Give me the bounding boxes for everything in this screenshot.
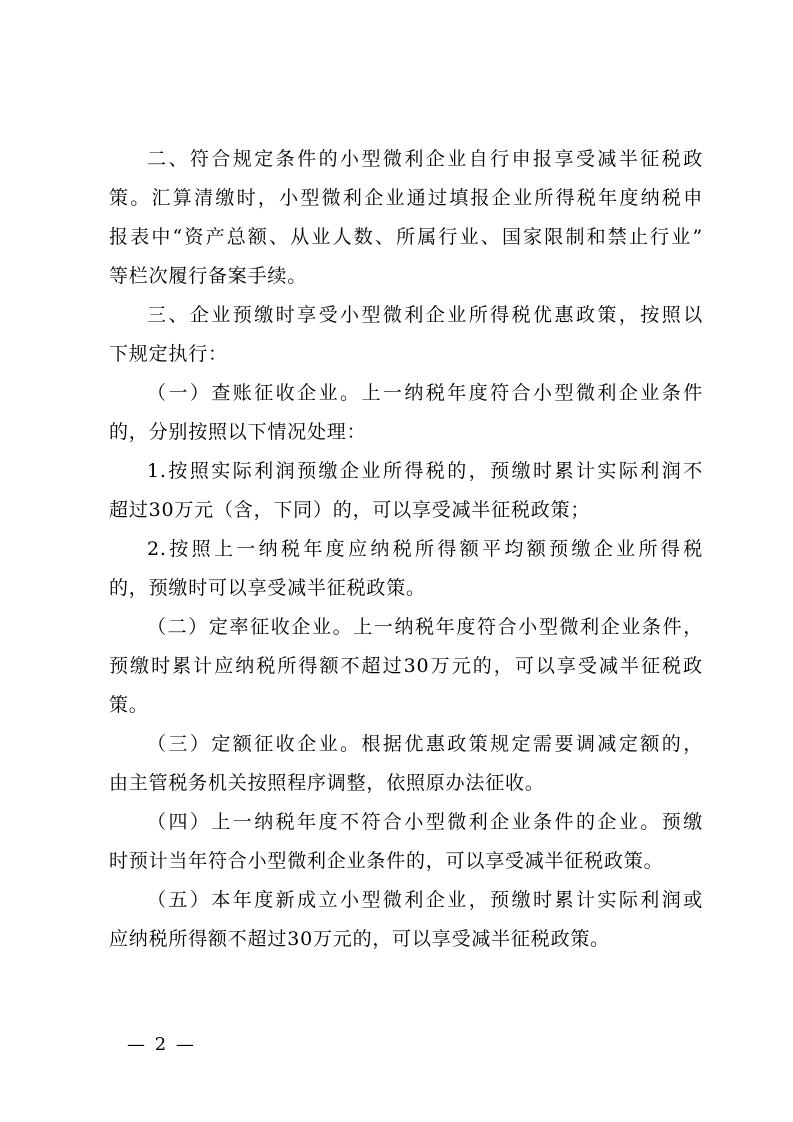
paragraph-line: 二、符合规定条件的小型微利企业自行申报享受减半征税政: [147, 148, 703, 170]
paragraph: [109, 608, 703, 725]
paragraph: [109, 725, 703, 803]
paragraph-line: 的，预缴时可以享受减半征税政策。: [109, 577, 426, 599]
paragraph: [109, 530, 703, 608]
paragraph-line: （二）定率征收企业。上一纳税年度符合小型微利企业条件，: [147, 616, 703, 638]
paragraph-line: 策。: [109, 694, 149, 716]
paragraph: [109, 881, 703, 959]
paragraph: [109, 374, 703, 452]
paragraph-line: 2.按照上一纳税年度应纳税所得额平均额预缴企业所得税: [147, 538, 703, 560]
paragraph-line: 时预计当年符合小型微利企业条件的，可以享受减半征税政策。: [109, 850, 664, 872]
paragraph-line: 报表中“资产总额、从业人数、所属行业、国家限制和禁止行业”: [109, 226, 703, 248]
paragraph: [109, 803, 703, 881]
paragraph: [109, 140, 703, 296]
paragraph-line: 1.按照实际利润预缴企业所得税的，预缴时累计实际利润不: [147, 460, 703, 482]
paragraph-line: 由主管税务机关按照程序调整，依照原办法征收。: [109, 772, 545, 794]
paragraph: [109, 452, 703, 530]
paragraph-line: 策。汇算清缴时，小型微利企业通过填报企业所得税年度纳税申: [109, 187, 703, 209]
document-body: [109, 140, 703, 959]
page-number: — 2 —: [127, 1034, 196, 1055]
paragraph-line: 三、企业预缴时享受小型微利企业所得税优惠政策，按照以: [147, 304, 703, 326]
paragraph-line: 的，分别按照以下情况处理：: [109, 421, 367, 443]
paragraph-line: 预缴时累计应纳税所得额不超过30万元的，可以享受减半征税政: [109, 655, 703, 677]
paragraph-line: （一）查账征收企业。上一纳税年度符合小型微利企业条件: [147, 382, 703, 404]
paragraph-line: 超过30万元（含，下同）的，可以享受减半征税政策；: [109, 499, 591, 521]
paragraph-line: 应纳税所得额不超过30万元的，可以享受减半征税政策。: [109, 928, 610, 950]
paragraph-line: 下规定执行：: [109, 343, 228, 365]
paragraph-line: （四）上一纳税年度不符合小型微利企业条件的企业。预缴: [147, 811, 703, 833]
paragraph-line: （三）定额征收企业。根据优惠政策规定需要调减定额的，: [147, 733, 703, 755]
paragraph-line: （五）本年度新成立小型微利企业，预缴时累计实际利润或: [147, 889, 703, 911]
paragraph-line: 等栏次履行备案手续。: [109, 265, 308, 287]
paragraph: [109, 296, 703, 374]
